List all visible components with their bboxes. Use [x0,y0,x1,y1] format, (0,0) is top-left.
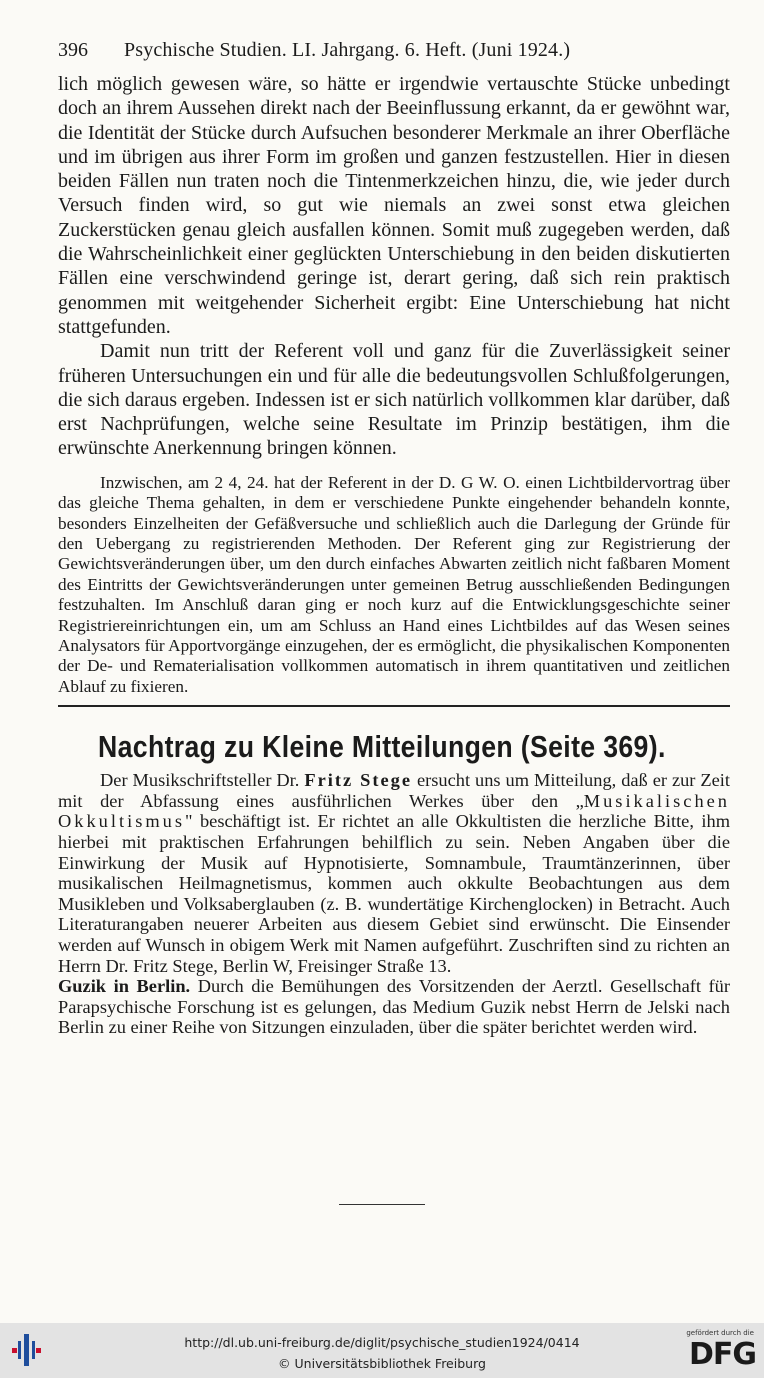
dfg-logo: DFG [688,1337,756,1372]
dfg-caption: gefördert durch die [686,1329,754,1337]
paragraph-2: Damit nun tritt der Referent voll und ganz für die Zuverlässigkeit seiner früheren Untersuchungen ein und für alle die bedeutungsvollen Schlußfolgerungen, die sich daraus ergeben. Indessen ist er sich natürlich vollkommen klar darüber, daß erst Nachprüfungen, welche seine Resultate im Prinzip bestätigen, ihm die erwünschte Anerkennung bringen können. [58,340,730,460]
note-stege-text-a: ersucht uns um Mitteilung, daß er zur Zeit mit der Abfassung eines ausführlichen Werkes über den „ [58,770,730,811]
note-guzik-runin: Guzik in Berlin. [58,976,191,997]
page-number: 396 [58,39,88,61]
book-title: Musikalischen Okkultismus [58,790,730,832]
note-guzik-text: Durch die Bemühungen des Vorsitzenden der Aerztl. Gesellschaft für Parapsychische Forschung ist es gelungen, das Medium Guzik nebst Herrn de Jelski nach Berlin zu einer Reihe von Sitzungen einzuladen, über die später berichtet werden wird. [58,976,730,1038]
running-header [58,38,730,64]
person-name: Fritz Stege [304,770,412,791]
footer-bar [0,1323,764,1378]
notes-section [58,770,730,1038]
paragraph-3: Inzwischen, am 2 4, 24. hat der Referent in der D. G W. O. einen Lichtbildervortrag über das gleiche Thema gehalten, in dem er verschiedene Punkte eingehender behandeln konnte, besonders Einzelheiten der Gefäßversuche und schließlich auch die Darlegung der Gründe für den Uebergang zu registrierenden Methoden. Der Referent ging zur Registrierung der Gewichtsveränderungen über, um den durch einfaches Abwarten zeitlich nicht faßbaren Moment des Eintritts der Gewichtsveränderungen unter gemeinen Betrug ausschließenden Bedingungen festzuhalten. Im Anschluß daran ging er noch kurz auf die Entwicklungsgeschichte seiner Registriereinrichtungen ein, um am Schluss an Hand eines Lichtbildes auf das Wesen seines Analysators für Apportvorgänge einzugehen, der es ermöglicht, die physikalischen Komponenten der De- und Rematerialisation vollkommen automatisch in ihrem quantitativen und zeitlichen Ablauf zu fixieren. [58,472,730,696]
note-stege-intro: Der Musikschriftsteller Dr. [100,770,300,791]
paragraph-1: lich möglich gewesen wäre, so hätte er irgendwie vertauschte Stücke unbedingt doch an ihrem Aussehen direkt nach der Beeinflussung erkannt, da er gewöhnt war, die Identität der Stücke durch Aufsuchen besonderer Merkmale an ihrer Oberfläche und im übrigen aus ihrer Form im großen und ganzen festzustellen. Hier in diesen beiden Fällen nun traten noch die Tintenmerkzeichen hinzu, die, wie jeder durch Versuch finden wird, so gut wie niemals an zwei sonst etwa gleichen Zuckerstücken genau gleich ausfallen können. Somit muß zugegeben werden, daß die Wahrscheinlichkeit einer geglückten Unterschiebung in den beiden diskutierten Fällen eine verschwindend geringe ist, derart gering, daß sich rein praktisch genommen mit weitgehender Sicherheit ergibt: Eine Unterschiebung hat nicht stattgefunden. [58,73,730,338]
running-title: Psychische Studien. LI. Jahrgang. 6. Heft. (Juni 1924.) [124,39,571,61]
note-guzik [58,976,730,1038]
section-divider [58,705,730,707]
source-url[interactable]: http://dl.ub.uni-freiburg.de/diglit/psychische_studien1924/0414 [184,1335,580,1350]
scanned-page [58,38,730,1038]
small-print-paragraph [58,473,730,697]
note-stege-text-b: " beschäftigt ist. Er richtet an alle Okkultisten die herzliche Bitte, ihm hierbei mit praktischen Erfahrungen behilflich zu sein. Neben Angaben über die Einwirkung der Musik auf Hypnotisierte, Somnambule, Traumtänzerinnen, über musikalischen Heilmagnetismus, kommen auch okkulte Beobachtungen aus dem Musikleben und Volksaberglauben (z. B. wundertätige Kirchenglocken) in Betracht. Auch Literaturangaben neuerer Arbeiten aus diesem Gebiet sind erwünscht. Die Einsender werden auf Wunsch in obigem Werk mit Namen aufgeführt. Zuschriften sind zu richten an Herrn Dr. Fritz Stege, Berlin W, Freisinger Straße 13. [58,811,730,976]
note-stege [58,770,730,976]
section-heading: Nachtrag zu Kleine Mitteilungen (Seite 369). [98,729,666,765]
end-rule [339,1204,425,1205]
main-text [58,72,730,461]
copyright-text: © Universitätsbibliothek Freiburg [278,1356,486,1371]
